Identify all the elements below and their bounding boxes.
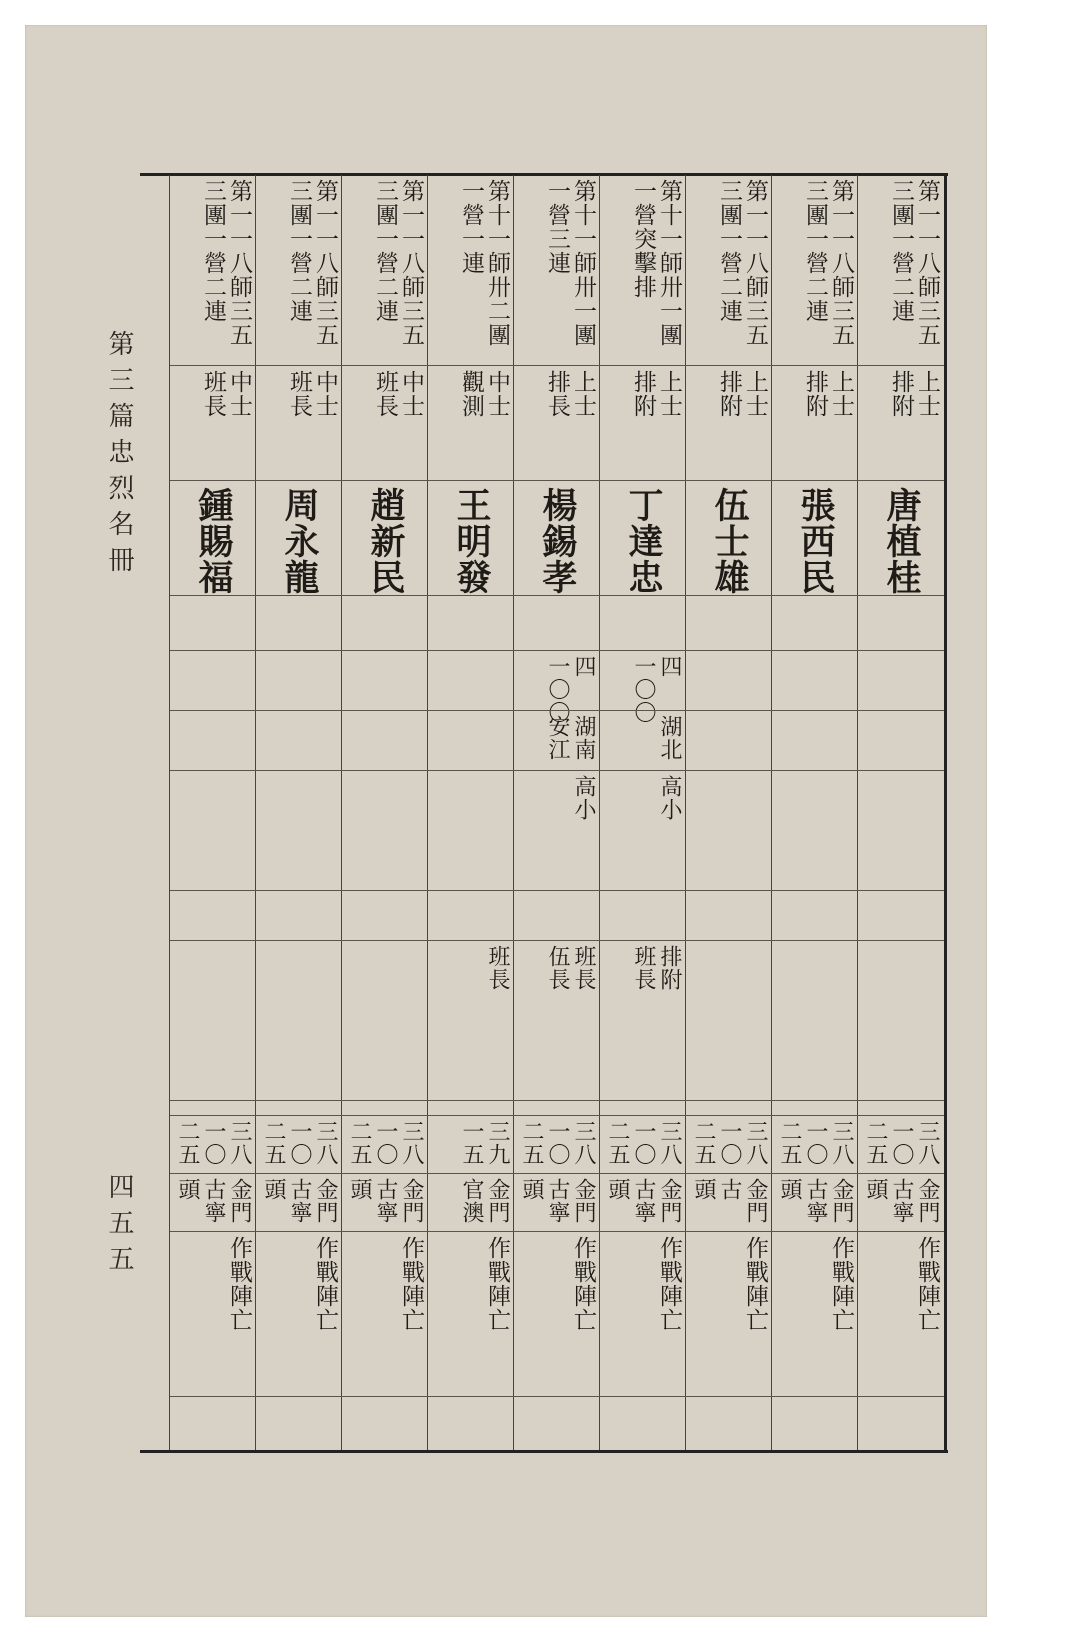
rank-text: 中士 班長 (286, 370, 338, 418)
cell-unit (772, 175, 858, 365)
cell-place (514, 1173, 600, 1231)
row-divider (170, 595, 256, 596)
place-text: 金門 古寧 頭 (175, 1178, 252, 1224)
birth-text: 四 一〇〇 (545, 655, 596, 724)
cell-birth (600, 650, 686, 724)
cell-birth (428, 650, 514, 710)
roster-row (427, 175, 513, 1450)
cell-unit (256, 175, 342, 365)
cell-unit (170, 175, 256, 365)
cell-name (600, 480, 686, 595)
row-divider (858, 890, 944, 891)
cell-name (772, 480, 858, 595)
cell-date (772, 1115, 858, 1173)
roster-row (341, 175, 427, 1450)
row-divider (170, 1396, 256, 1397)
name-text: 唐植桂 (881, 487, 922, 595)
cell-education (686, 770, 772, 890)
row-divider (686, 1396, 772, 1397)
cell-date (858, 1115, 944, 1173)
cell-origin (342, 710, 428, 770)
cell-date (514, 1115, 600, 1173)
education-text: 高小 (657, 775, 682, 821)
cell-unit (686, 175, 772, 365)
cell-birth (256, 650, 342, 710)
cell-experience (858, 940, 944, 1100)
cell-birth (686, 650, 772, 710)
rank-text: 上士 排附 (630, 370, 682, 418)
cell-birth (342, 650, 428, 710)
cell-cause (514, 1231, 600, 1396)
row-divider (428, 1396, 514, 1397)
cell-name (858, 480, 944, 595)
cell-education (600, 770, 686, 890)
row-divider (772, 1100, 858, 1101)
row-divider (514, 595, 600, 596)
date-text: 三八 一〇 二五 (175, 1120, 252, 1166)
rank-text: 上士 排長 (544, 370, 596, 418)
name-text: 丁達忠 (623, 487, 664, 595)
rank-text: 中士 觀測 (458, 370, 510, 418)
cause-text: 作戰陣亡 (828, 1236, 854, 1332)
row-divider (858, 595, 944, 596)
cell-origin (600, 710, 686, 770)
cell-experience (256, 940, 342, 1100)
cell-education (514, 770, 600, 890)
place-text: 金門 古寧 頭 (777, 1178, 854, 1224)
cell-place (342, 1173, 428, 1231)
row-divider (772, 1396, 858, 1397)
cause-text: 作戰陣亡 (570, 1236, 596, 1332)
cell-unit (428, 175, 514, 365)
cell-place (772, 1173, 858, 1231)
cell-date (342, 1115, 428, 1173)
row-divider (772, 890, 858, 891)
cell-name (170, 480, 256, 595)
unit-text: 第一一八師三五 三團一營二連 (372, 179, 424, 347)
cell-education (342, 770, 428, 890)
cause-text: 作戰陣亡 (484, 1236, 510, 1332)
unit-text: 第一一八師三五 三團一營二連 (716, 179, 768, 347)
cell-rank (858, 365, 944, 480)
row-divider (342, 1100, 428, 1101)
cell-place (858, 1173, 944, 1231)
row-divider (686, 890, 772, 891)
cell-education (772, 770, 858, 890)
unit-text: 第十一師卅一團 一營突擊排 (630, 179, 682, 347)
cause-text: 作戰陣亡 (742, 1236, 768, 1332)
date-text: 三八 一〇 二五 (347, 1120, 424, 1166)
row-divider (342, 1396, 428, 1397)
cell-origin (858, 710, 944, 770)
date-text: 三八 一〇 二五 (605, 1120, 682, 1166)
row-divider (600, 1396, 686, 1397)
row-divider (428, 1100, 514, 1101)
row-divider (342, 595, 428, 596)
cell-experience (600, 940, 686, 1100)
cause-text: 作戰陣亡 (398, 1236, 424, 1332)
row-divider (428, 890, 514, 891)
cell-rank (256, 365, 342, 480)
row-divider (772, 595, 858, 596)
cell-experience (772, 940, 858, 1100)
cell-name (342, 480, 428, 595)
cell-education (858, 770, 944, 890)
row-divider (342, 890, 428, 891)
row-divider (514, 1396, 600, 1397)
cell-rank (600, 365, 686, 480)
date-text: 三八 一〇 二五 (863, 1120, 940, 1166)
row-divider (256, 1100, 342, 1101)
cell-rank (772, 365, 858, 480)
cell-education (256, 770, 342, 890)
cell-date (686, 1115, 772, 1173)
cell-rank (428, 365, 514, 480)
roster-row (857, 175, 943, 1450)
row-divider (600, 1100, 686, 1101)
date-text: 三八 一〇 二五 (777, 1120, 854, 1166)
unit-text: 第十一師卅二團 一營一連 (458, 179, 510, 347)
cause-text: 作戰陣亡 (312, 1236, 338, 1332)
birth-text: 四 一〇〇 (631, 655, 682, 724)
experience-text: 排附 班長 (631, 945, 682, 991)
cell-rank (514, 365, 600, 480)
cell-date (600, 1115, 686, 1173)
name-text: 伍士雄 (709, 487, 750, 595)
place-text: 金門 古寧 頭 (605, 1178, 682, 1224)
cell-cause (772, 1231, 858, 1396)
table-left-border (169, 175, 170, 1450)
row-divider (686, 1100, 772, 1101)
name-text: 鍾賜福 (193, 487, 234, 595)
date-text: 三八 一〇 二五 (691, 1120, 768, 1166)
cell-place (170, 1173, 256, 1231)
date-text: 三八 一〇 二五 (261, 1120, 338, 1166)
cell-unit (858, 175, 944, 365)
cell-rank (686, 365, 772, 480)
cell-place (428, 1173, 514, 1231)
cell-cause (858, 1231, 944, 1396)
experience-text: 班長 伍長 (545, 945, 596, 991)
row-divider (170, 890, 256, 891)
cell-birth (858, 650, 944, 710)
rank-text: 中士 班長 (372, 370, 424, 418)
page-number: 四五五 (104, 1173, 134, 1281)
name-text: 張西民 (795, 487, 836, 595)
cell-name (428, 480, 514, 595)
roster-row (255, 175, 341, 1450)
origin-text: 湖北 (657, 715, 682, 761)
cell-place (600, 1173, 686, 1231)
unit-text: 第十一師卅一團 一營三連 (544, 179, 596, 347)
cell-date (256, 1115, 342, 1173)
row-divider (514, 890, 600, 891)
cell-cause (428, 1231, 514, 1396)
right-rule (944, 173, 947, 1453)
cell-birth (170, 650, 256, 710)
cell-experience (428, 940, 514, 1100)
bottom-rule (140, 1450, 948, 1453)
origin-text: 湖南 安江 (545, 715, 596, 761)
cell-cause (686, 1231, 772, 1396)
rank-text: 上士 排附 (802, 370, 854, 418)
cell-place (686, 1173, 772, 1231)
cell-origin (256, 710, 342, 770)
cell-name (686, 480, 772, 595)
unit-text: 第一一八師三五 三團一營二連 (802, 179, 854, 347)
cell-origin (772, 710, 858, 770)
place-text: 金門 古寧 頭 (347, 1178, 424, 1224)
row-divider (600, 595, 686, 596)
name-text: 趙新民 (365, 487, 406, 595)
cell-cause (342, 1231, 428, 1396)
cell-date (170, 1115, 256, 1173)
name-text: 王明發 (451, 487, 492, 595)
cell-unit (600, 175, 686, 365)
unit-text: 第一一八師三五 三團一營二連 (888, 179, 940, 347)
cell-origin (170, 710, 256, 770)
place-text: 金門 古寧 頭 (261, 1178, 338, 1224)
row-divider (858, 1100, 944, 1101)
row-divider (256, 890, 342, 891)
cell-name (256, 480, 342, 595)
roster-row (599, 175, 685, 1450)
cell-origin (428, 710, 514, 770)
unit-text: 第一一八師三五 三團一營二連 (200, 179, 252, 347)
cell-experience (342, 940, 428, 1100)
roster-row (685, 175, 771, 1450)
cause-text: 作戰陣亡 (226, 1236, 252, 1332)
row-divider (514, 1100, 600, 1101)
cell-unit (514, 175, 600, 365)
unit-text: 第一一八師三五 三團一營二連 (286, 179, 338, 347)
cell-cause (256, 1231, 342, 1396)
roster-row (513, 175, 599, 1450)
rank-text: 中士 班長 (200, 370, 252, 418)
cell-experience (514, 940, 600, 1100)
place-text: 金門 古寧 頭 (863, 1178, 940, 1224)
cell-education (170, 770, 256, 890)
place-text: 金門 古寧 頭 (519, 1178, 596, 1224)
row-divider (686, 595, 772, 596)
row-divider (256, 1396, 342, 1397)
row-divider (256, 595, 342, 596)
cell-cause (170, 1231, 256, 1396)
cell-name (514, 480, 600, 595)
rank-text: 上士 排附 (888, 370, 940, 418)
rank-text: 上士 排附 (716, 370, 768, 418)
place-text: 金門 古 頭 (691, 1178, 768, 1224)
education-text: 高小 (571, 775, 596, 821)
cell-birth (514, 650, 600, 724)
chapter-title: 第三篇忠烈名冊 (104, 330, 134, 582)
place-text: 金門 官澳 (459, 1178, 510, 1224)
cause-text: 作戰陣亡 (914, 1236, 940, 1332)
row-divider (600, 890, 686, 891)
row-divider (428, 595, 514, 596)
cell-cause (600, 1231, 686, 1396)
date-text: 三九 一五 (459, 1120, 510, 1166)
name-text: 周永龍 (279, 487, 320, 595)
experience-text: 班長 (485, 945, 510, 991)
cell-date (428, 1115, 514, 1173)
cell-birth (772, 650, 858, 710)
cell-experience (170, 940, 256, 1100)
cell-place (256, 1173, 342, 1231)
cell-rank (170, 365, 256, 480)
row-divider (858, 1396, 944, 1397)
roster-row (771, 175, 857, 1450)
cell-origin (686, 710, 772, 770)
book-page (25, 25, 987, 1617)
roster-table (143, 175, 943, 1450)
cell-origin (514, 710, 600, 770)
roster-row (169, 175, 255, 1450)
date-text: 三八 一〇 二五 (519, 1120, 596, 1166)
cause-text: 作戰陣亡 (656, 1236, 682, 1332)
row-divider (170, 1100, 256, 1101)
cell-education (428, 770, 514, 890)
cell-rank (342, 365, 428, 480)
cell-experience (686, 940, 772, 1100)
name-text: 楊錫孝 (537, 487, 578, 595)
cell-unit (342, 175, 428, 365)
